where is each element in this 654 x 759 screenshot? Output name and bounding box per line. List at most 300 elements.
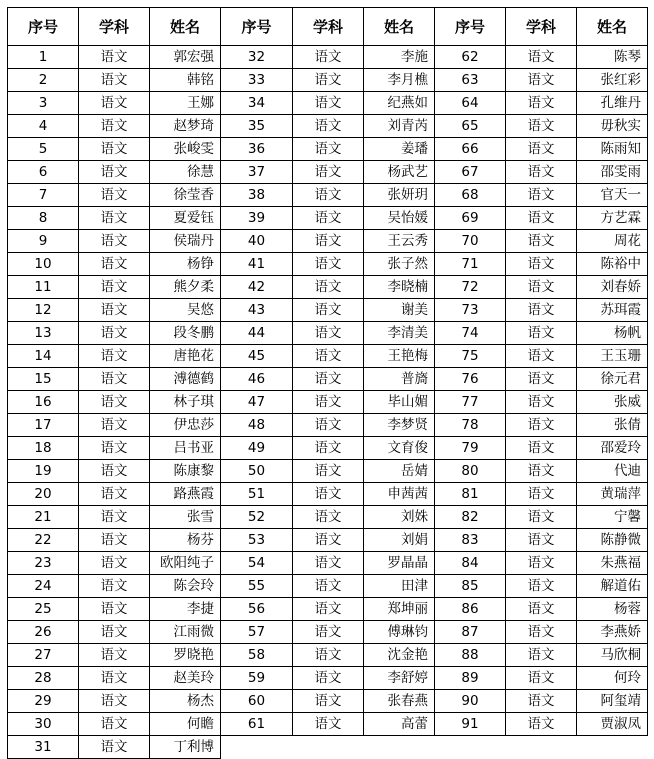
table-body (8, 8, 648, 759)
subject-cell: 语文 (79, 161, 150, 184)
subject-cell: 语文 (506, 184, 577, 207)
subject-cell: 语文 (506, 161, 577, 184)
table-row (8, 161, 648, 184)
subject-cell: 语文 (506, 437, 577, 460)
header-cell-name: 姓名 (364, 8, 435, 46)
seq-cell: 34 (221, 92, 293, 115)
seq-cell: 49 (221, 437, 293, 460)
subject-cell: 语文 (506, 207, 577, 230)
seq-cell: 76 (435, 368, 506, 391)
name-cell: 段冬鹏 (150, 322, 221, 345)
seq-cell: 81 (435, 483, 506, 506)
subject-cell: 语文 (293, 138, 364, 161)
name-cell: 唐艳花 (150, 345, 221, 368)
seq-cell: 58 (221, 644, 293, 667)
subject-cell: 语文 (79, 529, 150, 552)
table-row (8, 552, 648, 575)
seq-cell: 44 (221, 322, 293, 345)
name-cell: 刘娟 (364, 529, 435, 552)
seq-cell: 37 (221, 161, 293, 184)
subject-cell: 语文 (293, 345, 364, 368)
table-row (8, 138, 648, 161)
table-row (8, 276, 648, 299)
name-cell: 李舒婷 (364, 667, 435, 690)
seq-cell: 51 (221, 483, 293, 506)
name-cell: 张妍玥 (364, 184, 435, 207)
seq-cell: 36 (221, 138, 293, 161)
seq-cell: 70 (435, 230, 506, 253)
name-cell: 黄瑞萍 (577, 483, 648, 506)
name-cell: 陈静微 (577, 529, 648, 552)
subject-cell: 语文 (293, 690, 364, 713)
subject-cell: 语文 (293, 115, 364, 138)
name-cell: 何玲 (577, 667, 648, 690)
subject-cell: 语文 (293, 483, 364, 506)
name-cell: 吴悠 (150, 299, 221, 322)
subject-cell: 语文 (506, 368, 577, 391)
seq-cell: 14 (8, 345, 79, 368)
header-cell-name: 姓名 (150, 8, 221, 46)
name-cell: 周花 (577, 230, 648, 253)
seq-cell: 38 (221, 184, 293, 207)
subject-cell: 语文 (293, 276, 364, 299)
seq-cell: 24 (8, 575, 79, 598)
seq-cell: 23 (8, 552, 79, 575)
name-cell: 张雪 (150, 506, 221, 529)
name-cell: 李清美 (364, 322, 435, 345)
name-cell: 陈雨知 (577, 138, 648, 161)
table-row (8, 368, 648, 391)
table-row (8, 345, 648, 368)
name-cell: 张峻雯 (150, 138, 221, 161)
seq-cell: 6 (8, 161, 79, 184)
name-cell: 张红彩 (577, 69, 648, 92)
name-cell: 江雨微 (150, 621, 221, 644)
subject-cell: 语文 (79, 184, 150, 207)
subject-cell: 语文 (293, 322, 364, 345)
subject-cell: 语文 (79, 69, 150, 92)
name-cell: 邵爱玲 (577, 437, 648, 460)
subject-cell: 语文 (506, 92, 577, 115)
header-cell-seq: 序号 (8, 8, 79, 46)
name-cell: 刘青芮 (364, 115, 435, 138)
table-row (8, 414, 648, 437)
subject-cell: 语文 (506, 414, 577, 437)
seq-cell: 4 (8, 115, 79, 138)
seq-cell: 32 (221, 46, 293, 69)
seq-cell: 9 (8, 230, 79, 253)
subject-cell: 语文 (293, 184, 364, 207)
table-row (8, 69, 648, 92)
table-row (8, 207, 648, 230)
seq-cell: 10 (8, 253, 79, 276)
name-cell: 文育俊 (364, 437, 435, 460)
name-cell: 吴怡媛 (364, 207, 435, 230)
subject-cell: 语文 (506, 69, 577, 92)
name-cell: 刘姝 (364, 506, 435, 529)
seq-cell: 66 (435, 138, 506, 161)
seq-cell: 43 (221, 299, 293, 322)
subject-cell: 语文 (293, 713, 364, 736)
subject-cell: 语文 (506, 690, 577, 713)
subject-cell: 语文 (293, 598, 364, 621)
seq-cell: 22 (8, 529, 79, 552)
subject-cell: 语文 (79, 276, 150, 299)
name-cell: 方艺霖 (577, 207, 648, 230)
seq-cell: 16 (8, 391, 79, 414)
header-cell-subject: 学科 (79, 8, 150, 46)
table-row (8, 230, 648, 253)
empty-cell (435, 736, 506, 759)
seq-cell: 13 (8, 322, 79, 345)
name-cell: 陈裕中 (577, 253, 648, 276)
seq-cell: 61 (221, 713, 293, 736)
seq-cell: 17 (8, 414, 79, 437)
table-row (8, 115, 648, 138)
subject-cell: 语文 (79, 575, 150, 598)
subject-cell: 语文 (79, 460, 150, 483)
seq-cell: 20 (8, 483, 79, 506)
empty-cell (506, 736, 577, 759)
seq-cell: 60 (221, 690, 293, 713)
subject-cell: 语文 (79, 115, 150, 138)
name-cell: 张威 (577, 391, 648, 414)
name-cell: 李月樵 (364, 69, 435, 92)
seq-cell: 5 (8, 138, 79, 161)
name-cell: 伊忠莎 (150, 414, 221, 437)
name-cell: 王娜 (150, 92, 221, 115)
seq-cell: 21 (8, 506, 79, 529)
subject-cell: 语文 (293, 552, 364, 575)
table-row (8, 391, 648, 414)
subject-cell: 语文 (506, 276, 577, 299)
seq-cell: 67 (435, 161, 506, 184)
table-row (8, 667, 648, 690)
seq-cell: 75 (435, 345, 506, 368)
seq-cell: 26 (8, 621, 79, 644)
subject-cell: 语文 (79, 391, 150, 414)
name-cell: 田津 (364, 575, 435, 598)
seq-cell: 68 (435, 184, 506, 207)
subject-cell: 语文 (506, 391, 577, 414)
name-cell: 张倩 (577, 414, 648, 437)
name-cell: 郑坤丽 (364, 598, 435, 621)
name-cell: 贾淑凤 (577, 713, 648, 736)
name-cell: 杨芬 (150, 529, 221, 552)
name-cell: 普旖 (364, 368, 435, 391)
seq-cell: 80 (435, 460, 506, 483)
name-cell: 毋秋实 (577, 115, 648, 138)
subject-cell: 语文 (506, 230, 577, 253)
name-cell: 申茜茜 (364, 483, 435, 506)
seq-cell: 30 (8, 713, 79, 736)
seq-cell: 41 (221, 253, 293, 276)
name-cell: 欧阳纯子 (150, 552, 221, 575)
subject-cell: 语文 (293, 437, 364, 460)
seq-cell: 40 (221, 230, 293, 253)
subject-cell: 语文 (293, 253, 364, 276)
table-row (8, 621, 648, 644)
header-cell-seq: 序号 (435, 8, 506, 46)
seq-cell: 15 (8, 368, 79, 391)
seq-cell: 57 (221, 621, 293, 644)
table-row (8, 92, 648, 115)
seq-cell: 50 (221, 460, 293, 483)
empty-cell (293, 736, 364, 759)
subject-cell: 语文 (293, 575, 364, 598)
name-cell: 陈康黎 (150, 460, 221, 483)
seq-cell: 29 (8, 690, 79, 713)
name-cell: 邵雯雨 (577, 161, 648, 184)
seq-cell: 91 (435, 713, 506, 736)
empty-cell (221, 736, 293, 759)
seq-cell: 55 (221, 575, 293, 598)
name-cell: 代迪 (577, 460, 648, 483)
name-cell: 傅琳钧 (364, 621, 435, 644)
subject-cell: 语文 (506, 621, 577, 644)
subject-cell: 语文 (79, 713, 150, 736)
subject-cell: 语文 (293, 621, 364, 644)
seq-cell: 84 (435, 552, 506, 575)
seq-cell: 53 (221, 529, 293, 552)
name-cell: 解道佑 (577, 575, 648, 598)
header-cell-subject: 学科 (293, 8, 364, 46)
seq-cell: 19 (8, 460, 79, 483)
name-cell: 孔维丹 (577, 92, 648, 115)
table-row (8, 184, 648, 207)
name-cell: 丁利博 (150, 736, 221, 759)
seq-cell: 27 (8, 644, 79, 667)
name-cell: 赵梦琦 (150, 115, 221, 138)
subject-cell: 语文 (79, 644, 150, 667)
name-cell: 李梦贤 (364, 414, 435, 437)
header-cell-seq: 序号 (221, 8, 293, 46)
name-cell: 朱燕福 (577, 552, 648, 575)
table-row (8, 598, 648, 621)
subject-cell: 语文 (293, 161, 364, 184)
seq-cell: 8 (8, 207, 79, 230)
subject-cell: 语文 (506, 552, 577, 575)
subject-cell: 语文 (293, 644, 364, 667)
seq-cell: 31 (8, 736, 79, 759)
name-cell: 杨铮 (150, 253, 221, 276)
name-cell: 纪燕如 (364, 92, 435, 115)
seq-cell: 42 (221, 276, 293, 299)
name-cell: 熊夕柔 (150, 276, 221, 299)
subject-cell: 语文 (293, 667, 364, 690)
seq-cell: 64 (435, 92, 506, 115)
subject-cell: 语文 (293, 46, 364, 69)
name-cell: 岳婧 (364, 460, 435, 483)
subject-cell: 语文 (293, 230, 364, 253)
table-row (8, 575, 648, 598)
table-row (8, 483, 648, 506)
seq-cell: 25 (8, 598, 79, 621)
table-row (8, 460, 648, 483)
seq-cell: 47 (221, 391, 293, 414)
subject-cell: 语文 (506, 598, 577, 621)
table-row (8, 253, 648, 276)
subject-cell: 语文 (506, 345, 577, 368)
subject-cell: 语文 (79, 345, 150, 368)
subject-cell: 语文 (79, 253, 150, 276)
subject-cell: 语文 (506, 46, 577, 69)
subject-cell: 语文 (506, 460, 577, 483)
subject-cell: 语文 (506, 253, 577, 276)
subject-cell: 语文 (293, 92, 364, 115)
subject-cell: 语文 (506, 483, 577, 506)
name-cell: 苏珥霞 (577, 299, 648, 322)
name-cell: 李捷 (150, 598, 221, 621)
name-cell: 沈金艳 (364, 644, 435, 667)
name-cell: 王云秀 (364, 230, 435, 253)
seq-cell: 54 (221, 552, 293, 575)
subject-cell: 语文 (79, 736, 150, 759)
seq-cell: 56 (221, 598, 293, 621)
table-row (8, 690, 648, 713)
subject-cell: 语文 (79, 207, 150, 230)
subject-cell: 语文 (79, 690, 150, 713)
name-cell: 林子琪 (150, 391, 221, 414)
subject-cell: 语文 (79, 483, 150, 506)
name-cell: 杨蓉 (577, 598, 648, 621)
name-cell: 高蕾 (364, 713, 435, 736)
seq-cell: 77 (435, 391, 506, 414)
seq-cell: 69 (435, 207, 506, 230)
name-cell: 姜璠 (364, 138, 435, 161)
seq-cell: 18 (8, 437, 79, 460)
subject-cell: 语文 (79, 299, 150, 322)
seq-cell: 39 (221, 207, 293, 230)
table-row (8, 506, 648, 529)
name-cell: 官天一 (577, 184, 648, 207)
subject-cell: 语文 (293, 460, 364, 483)
name-cell: 王艳梅 (364, 345, 435, 368)
subject-cell: 语文 (506, 667, 577, 690)
subject-cell: 语文 (293, 207, 364, 230)
seq-cell: 7 (8, 184, 79, 207)
subject-cell: 语文 (293, 368, 364, 391)
empty-cell (577, 736, 648, 759)
seq-cell: 87 (435, 621, 506, 644)
header-row (8, 8, 648, 46)
subject-cell: 语文 (293, 299, 364, 322)
subject-cell: 语文 (79, 414, 150, 437)
student-roster-table (7, 7, 648, 759)
subject-cell: 语文 (293, 529, 364, 552)
subject-cell: 语文 (506, 299, 577, 322)
name-cell: 毕山媚 (364, 391, 435, 414)
name-cell: 溥德鹤 (150, 368, 221, 391)
seq-cell: 62 (435, 46, 506, 69)
name-cell: 徐元君 (577, 368, 648, 391)
seq-cell: 2 (8, 69, 79, 92)
table-row (8, 644, 648, 667)
name-cell: 马欣桐 (577, 644, 648, 667)
subject-cell: 语文 (506, 506, 577, 529)
name-cell: 郭宏强 (150, 46, 221, 69)
seq-cell: 45 (221, 345, 293, 368)
subject-cell: 语文 (79, 138, 150, 161)
subject-cell: 语文 (79, 92, 150, 115)
subject-cell: 语文 (79, 506, 150, 529)
subject-cell: 语文 (293, 391, 364, 414)
name-cell: 罗晶晶 (364, 552, 435, 575)
table-row (8, 437, 648, 460)
name-cell: 吕书亚 (150, 437, 221, 460)
name-cell: 罗晓艳 (150, 644, 221, 667)
name-cell: 李燕娇 (577, 621, 648, 644)
seq-cell: 74 (435, 322, 506, 345)
subject-cell: 语文 (293, 506, 364, 529)
subject-cell: 语文 (506, 115, 577, 138)
seq-cell: 65 (435, 115, 506, 138)
table-row (8, 46, 648, 69)
subject-cell: 语文 (506, 138, 577, 161)
table-row (8, 736, 648, 759)
table-row (8, 299, 648, 322)
seq-cell: 85 (435, 575, 506, 598)
seq-cell: 1 (8, 46, 79, 69)
subject-cell: 语文 (506, 529, 577, 552)
seq-cell: 90 (435, 690, 506, 713)
seq-cell: 35 (221, 115, 293, 138)
subject-cell: 语文 (79, 368, 150, 391)
seq-cell: 73 (435, 299, 506, 322)
empty-cell (364, 736, 435, 759)
subject-cell: 语文 (506, 713, 577, 736)
seq-cell: 86 (435, 598, 506, 621)
name-cell: 李施 (364, 46, 435, 69)
table-row (8, 529, 648, 552)
seq-cell: 89 (435, 667, 506, 690)
name-cell: 韩铭 (150, 69, 221, 92)
seq-cell: 33 (221, 69, 293, 92)
seq-cell: 63 (435, 69, 506, 92)
subject-cell: 语文 (293, 414, 364, 437)
seq-cell: 79 (435, 437, 506, 460)
seq-cell: 11 (8, 276, 79, 299)
seq-cell: 28 (8, 667, 79, 690)
name-cell: 徐慧 (150, 161, 221, 184)
name-cell: 杨武艺 (364, 161, 435, 184)
seq-cell: 59 (221, 667, 293, 690)
name-cell: 赵美玲 (150, 667, 221, 690)
seq-cell: 52 (221, 506, 293, 529)
name-cell: 徐莹香 (150, 184, 221, 207)
name-cell: 夏爱钰 (150, 207, 221, 230)
name-cell: 刘春娇 (577, 276, 648, 299)
table-row (8, 713, 648, 736)
seq-cell: 72 (435, 276, 506, 299)
seq-cell: 12 (8, 299, 79, 322)
table-row (8, 322, 648, 345)
seq-cell: 3 (8, 92, 79, 115)
name-cell: 侯瑞丹 (150, 230, 221, 253)
subject-cell: 语文 (79, 552, 150, 575)
name-cell: 宁馨 (577, 506, 648, 529)
subject-cell: 语文 (79, 598, 150, 621)
subject-cell: 语文 (79, 621, 150, 644)
subject-cell: 语文 (506, 644, 577, 667)
name-cell: 张子然 (364, 253, 435, 276)
name-cell: 何瞻 (150, 713, 221, 736)
name-cell: 张春燕 (364, 690, 435, 713)
name-cell: 阿玺靖 (577, 690, 648, 713)
subject-cell: 语文 (79, 437, 150, 460)
header-cell-name: 姓名 (577, 8, 648, 46)
header-cell-subject: 学科 (506, 8, 577, 46)
